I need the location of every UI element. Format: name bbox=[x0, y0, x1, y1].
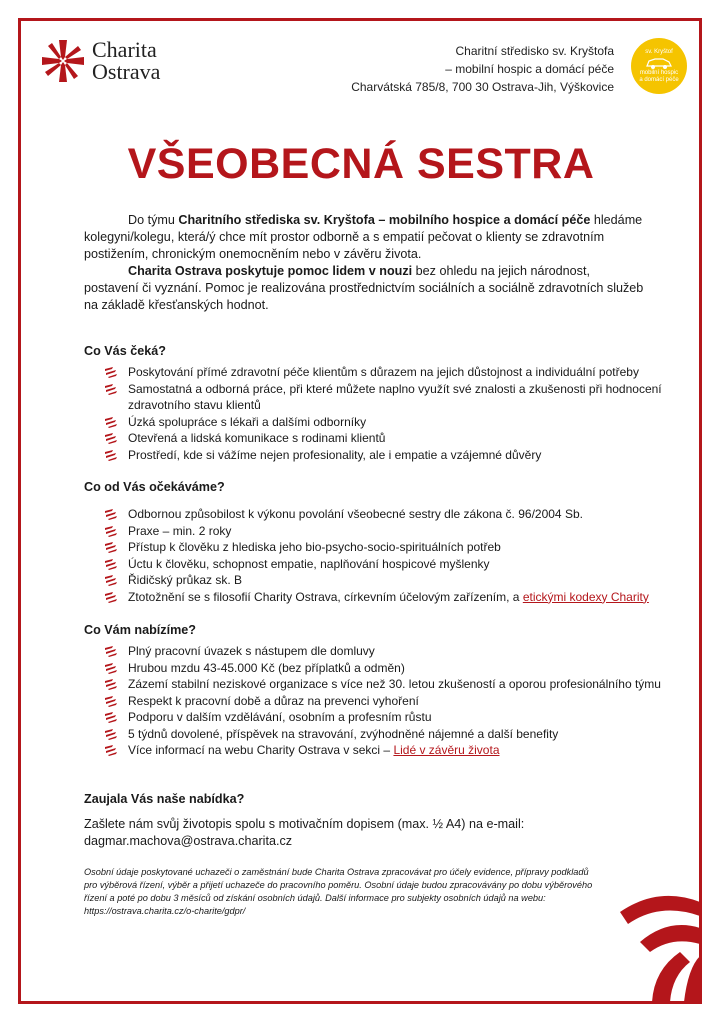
end-of-life-link[interactable]: Lidé v závěru života bbox=[393, 743, 500, 757]
car-icon bbox=[645, 56, 673, 70]
list-item bbox=[104, 643, 684, 660]
intro-text bbox=[84, 212, 644, 314]
badge-line-1: sv. Kryštof bbox=[645, 48, 673, 55]
address-line-1: Charitní středisko sv. Kryštofa bbox=[455, 44, 614, 58]
list-we-offer bbox=[104, 643, 684, 759]
section-heading-offer: Zaujala Vás naše nabídka? bbox=[84, 792, 245, 806]
intro-p2-bold: Charita Ostrava poskytuje pomoc lidem v nouzi bbox=[128, 264, 413, 278]
list-item bbox=[104, 523, 684, 540]
list-item bbox=[104, 364, 684, 381]
bullet-icon bbox=[104, 558, 118, 570]
offer-instructions: Zašlete nám svůj životopis spolu s motivačním dopisem (max. ½ A4) na e-mail: bbox=[84, 817, 525, 831]
address-line-2: – mobilní hospic a domácí péče bbox=[445, 62, 614, 76]
list-item-text: Odbornou způsobilost k výkonu povolání všeobecné sestry dle zákona č. 96/2004 Sb. bbox=[128, 507, 583, 521]
bullet-icon bbox=[104, 728, 118, 740]
decorative-cross-icon bbox=[580, 872, 700, 1002]
list-item bbox=[104, 506, 684, 523]
list-item bbox=[104, 447, 684, 464]
list-we-expect bbox=[104, 506, 684, 605]
logo-line-2: Ostrava bbox=[92, 59, 161, 84]
list-what-awaits bbox=[104, 364, 684, 463]
list-item-text: Plný pracovní úvazek s nástupem dle domluvy bbox=[128, 644, 375, 658]
bullet-icon bbox=[104, 525, 118, 537]
intro-p1-bold: Charitního střediska sv. Kryštofa – mobilního hospice a domácí péče bbox=[178, 213, 591, 227]
list-item-text: Více informací na webu Charity Ostrava v sekci – bbox=[128, 743, 394, 757]
list-item-text: Ztotožnění se s filosofií Charity Ostrava, církevním účelovým zařízením, a bbox=[128, 589, 523, 604]
page-title: VŠEOBECNÁ SESTRA bbox=[127, 140, 595, 188]
section-heading-we-offer: Co Vám nabízíme? bbox=[84, 623, 196, 637]
address-block bbox=[351, 42, 614, 96]
badge-line-3: a domácí péče bbox=[639, 76, 679, 83]
intro-paragraph-1 bbox=[84, 212, 644, 263]
bullet-icon bbox=[104, 695, 118, 707]
contact-email: dagmar.machova@ostrava.charita.cz bbox=[84, 834, 293, 848]
list-item-text: Prostředí, kde si vážíme nejen profesionality, ale i empatie a vzájemné důvěry bbox=[128, 447, 542, 462]
list-item-text: Praxe – min. 2 roky bbox=[128, 523, 232, 538]
list-item-text: Poskytování přímé zdravotní péče klientům s důrazem na jejich důstojnost a individuální potřeby bbox=[128, 365, 639, 379]
list-item-text: Otevřená a lidská komunikace s rodinami klientů bbox=[128, 431, 386, 445]
bullet-icon bbox=[104, 744, 118, 756]
list-item bbox=[104, 572, 684, 589]
list-item-text: Respekt k pracovní době a důraz na prevenci vyhoření bbox=[128, 693, 419, 708]
bullet-icon bbox=[104, 508, 118, 520]
charita-logo bbox=[40, 38, 160, 84]
section-heading-what-awaits: Co Vás čeká? bbox=[84, 344, 166, 358]
list-item bbox=[104, 693, 684, 710]
list-item bbox=[104, 414, 684, 431]
list-item-text: Samostatná a odborná práce, při které můžete naplno využít své znalosti a zkušenosti při hodnocení zdravotního stavu klientů bbox=[128, 381, 662, 412]
list-item-text: Podporu v dalším vzdělávání, osobním a profesním růstu bbox=[128, 710, 432, 724]
ethical-codes-link[interactable]: etickými kodexy Charity bbox=[522, 589, 649, 604]
list-item bbox=[104, 726, 684, 743]
list-item bbox=[104, 539, 684, 556]
address-line-3: Charvátská 785/8, 700 30 Ostrava-Jih, Výškovice bbox=[351, 80, 614, 94]
intro-p1-c: hledáme kolegyni/kolegu, která/ý chce mít prostor odborně a s empatií pečovat o klienty se zdravotním postižením, chronickým onemocněním nebo v závěru života. bbox=[84, 213, 643, 261]
list-item-text: Hrubou mzdu 43-45.000 Kč (bez příplatků a odměn) bbox=[128, 660, 405, 675]
charita-cross-icon bbox=[40, 38, 86, 84]
list-item-text: Úctu k člověku, schopnost empatie, naplňování hospicové myšlenky bbox=[128, 556, 490, 571]
offer-text bbox=[84, 816, 644, 850]
list-item-text: 5 týdnů dovolené, příspěvek na stravování, zvýhodněné nájemné a další benefity bbox=[128, 726, 559, 741]
bullet-icon bbox=[104, 449, 118, 461]
intro-paragraph-2 bbox=[84, 263, 644, 314]
list-item bbox=[104, 430, 684, 447]
list-item-text: Úzká spolupráce s lékaři a dalšími odborníky bbox=[128, 414, 367, 429]
bullet-icon bbox=[104, 574, 118, 586]
bullet-icon bbox=[104, 591, 118, 603]
badge-line-2: mobilní hospic bbox=[639, 69, 679, 76]
bullet-icon bbox=[104, 416, 118, 428]
gdpr-notice: Osobní údaje poskytované uchazeči o zaměstnání bude Charita Ostrava zpracovávat pro účely evidence, přípravy podkladů pro výběrová řízení, výběr a přijetí uchazeče do pracovního poměru. Osobní údaje budou zpracovávány po dobu výběrového řízení a poté po dobu 3 měsíců od získání osobních údajů. Další informace pro subjekty osobních údajů na webu: https://ostrava.charita.cz/o-charite/gdpr/ bbox=[84, 867, 593, 916]
list-item-text: Řidičský průkaz sk. B bbox=[128, 573, 243, 587]
hospice-badge bbox=[631, 38, 687, 94]
list-item bbox=[104, 589, 684, 606]
bullet-icon bbox=[104, 645, 118, 657]
list-item bbox=[104, 742, 684, 759]
list-item bbox=[104, 676, 684, 693]
intro-p1-a: Do týmu bbox=[128, 213, 179, 227]
bullet-icon bbox=[104, 383, 118, 395]
list-item-text: Přístup k člověku z hlediska jeho bio-psycho-socio-spirituálních potřeb bbox=[128, 540, 501, 554]
bullet-icon bbox=[104, 541, 118, 553]
bullet-icon bbox=[104, 432, 118, 444]
list-item bbox=[104, 556, 684, 573]
list-item bbox=[104, 381, 684, 414]
bullet-icon bbox=[104, 662, 118, 674]
intro-p2-b: bez ohledu na jejich národnost, postavení či vyznání. Pomoc je realizována prostřednictvím sociálních a sociálně zdravotních služeb na základě křesťanských hodnot. bbox=[84, 264, 644, 312]
list-item bbox=[104, 709, 684, 726]
list-item-text: Zázemí stabilní neziskové organizace s více než 30. letou zkušeností a oporou profesionálního týmu bbox=[128, 677, 661, 691]
section-heading-we-expect: Co od Vás očekáváme? bbox=[84, 480, 225, 494]
bullet-icon bbox=[104, 366, 118, 378]
bullet-icon bbox=[104, 711, 118, 723]
bullet-icon bbox=[104, 678, 118, 690]
logo-line-1: Charita bbox=[92, 37, 157, 62]
list-item bbox=[104, 660, 684, 677]
